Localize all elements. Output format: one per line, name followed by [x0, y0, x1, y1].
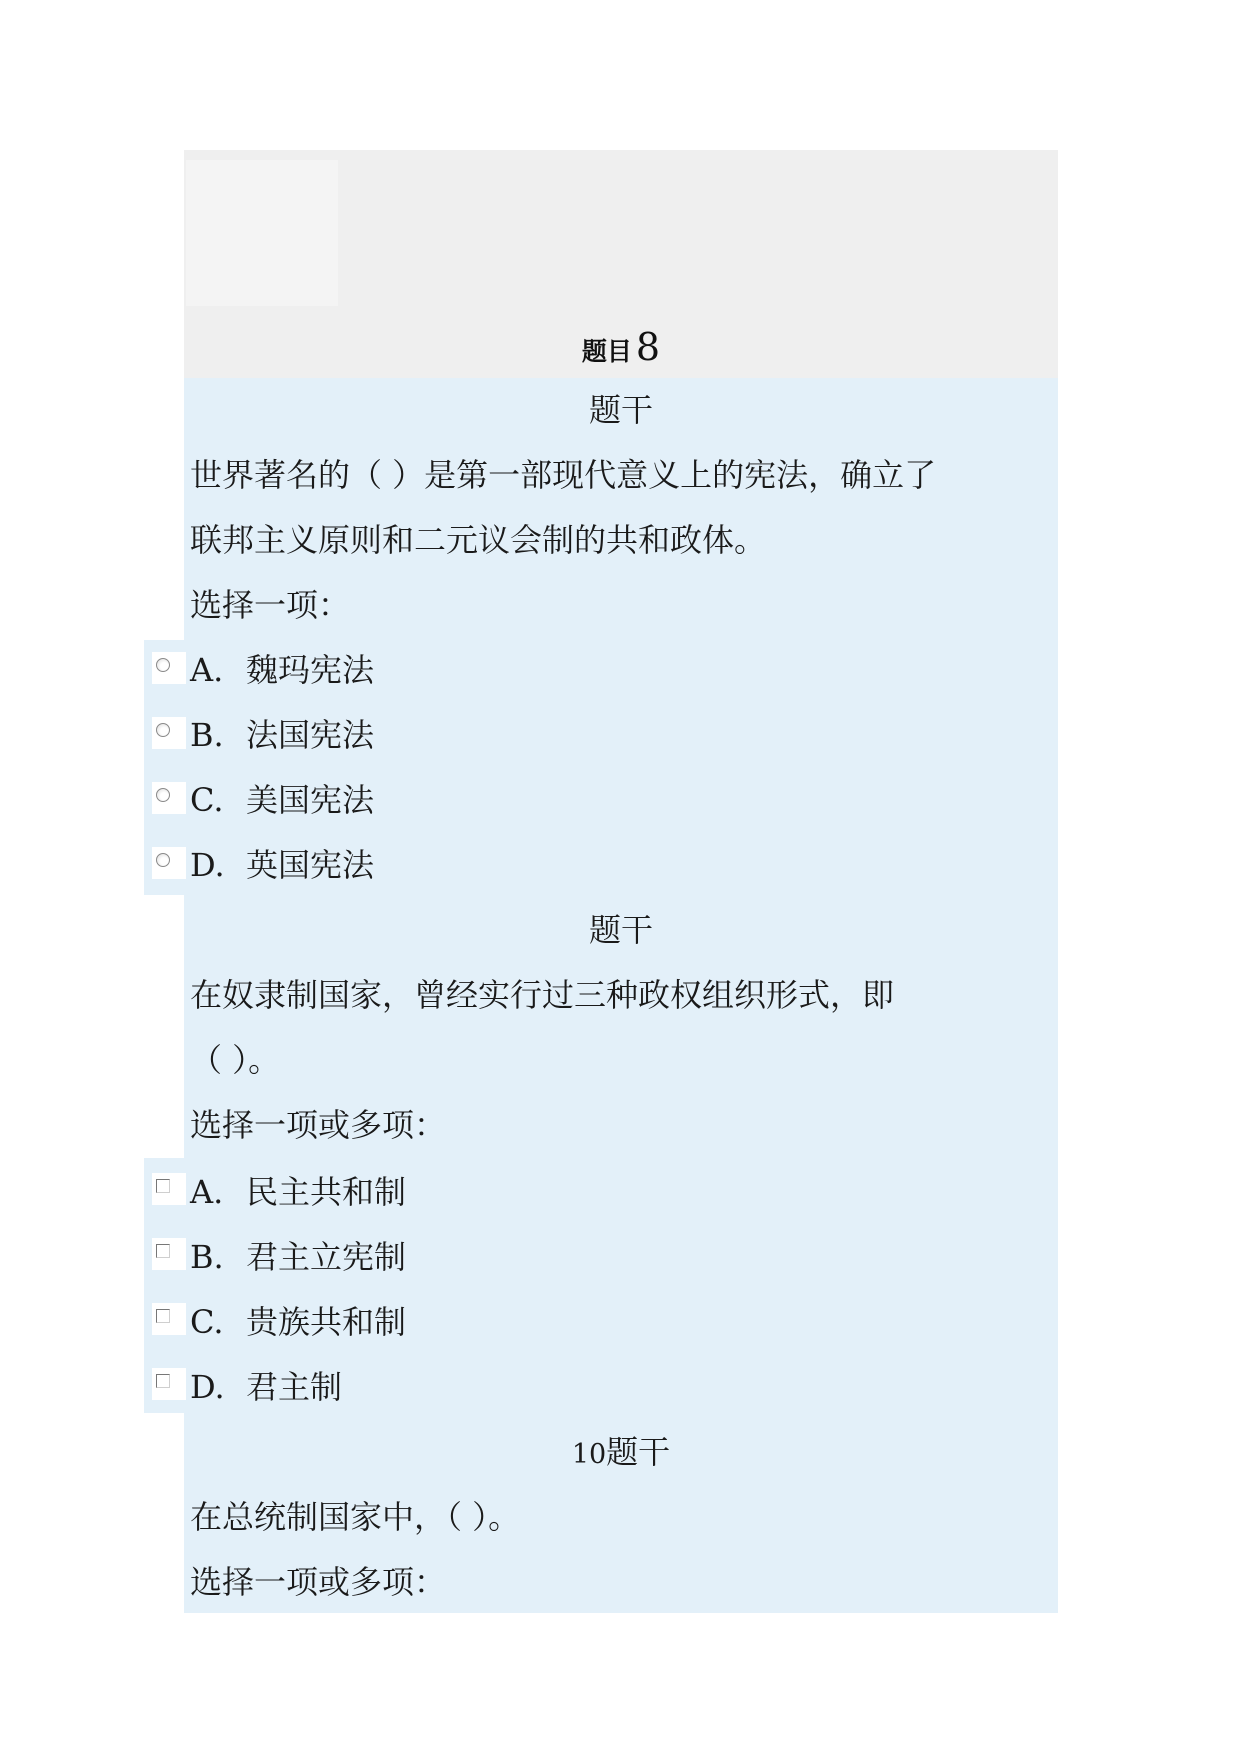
option-1a[interactable]	[190, 650, 374, 690]
option-text: 君主制	[246, 1368, 343, 1406]
stem-heading-2: 题干	[588, 911, 653, 949]
option-2d-checkbox[interactable]	[152, 1368, 186, 1400]
radio-icon	[156, 853, 170, 867]
checkbox-icon	[156, 1179, 170, 1193]
option-2a-checkbox[interactable]	[152, 1173, 186, 1205]
option-letter: D.	[190, 846, 225, 884]
question-title-number: 8	[635, 325, 661, 369]
option-letter: A.	[190, 651, 224, 689]
stem-heading-1: 题干	[588, 391, 653, 429]
option-text: 英国宪法	[246, 846, 375, 884]
option-1c-radio[interactable]	[152, 782, 186, 814]
option-1d-radio[interactable]	[152, 847, 186, 879]
prompt-1: 选择一项：	[190, 586, 351, 624]
question-header	[184, 150, 1058, 378]
stem-text-2-line-2: （ ）。	[190, 1041, 281, 1079]
radio-icon	[156, 788, 170, 802]
checkbox-icon	[156, 1244, 170, 1258]
option-1b[interactable]	[190, 715, 374, 755]
stem-text-1-line-2: 联邦主义原则和二元议会制的共和政体。	[190, 521, 767, 559]
checkbox-icon	[156, 1309, 170, 1323]
header-placeholder-box	[186, 160, 338, 306]
option-2b[interactable]	[190, 1237, 406, 1277]
option-1d[interactable]	[190, 845, 374, 885]
stem-heading-3-label: 题干	[606, 1433, 671, 1471]
option-1a-radio[interactable]	[152, 652, 186, 684]
option-2c[interactable]	[190, 1302, 406, 1342]
stem-text-1-line-1: 世界著名的（ ）是第一部现代意义上的宪法，确立了	[190, 456, 937, 494]
stem-text-3-line-1: 在总统制国家中，（ ）。	[190, 1498, 521, 1536]
option-1c[interactable]	[190, 780, 374, 820]
option-2a[interactable]	[190, 1172, 406, 1212]
option-text: 美国宪法	[246, 781, 375, 819]
option-letter: C.	[190, 1303, 224, 1341]
option-2d[interactable]	[190, 1367, 342, 1407]
option-text: 魏玛宪法	[246, 651, 375, 689]
stem-heading-3	[184, 1432, 1058, 1475]
option-letter: D.	[190, 1368, 225, 1406]
question-number-10: 10	[571, 1439, 607, 1470]
checkbox-icon	[156, 1374, 170, 1388]
option-letter: B.	[190, 1238, 224, 1276]
option-2c-checkbox[interactable]	[152, 1303, 186, 1335]
stem-text-2-line-1: 在奴隶制国家，曾经实行过三种政权组织形式，即	[190, 976, 895, 1014]
option-text: 民主共和制	[246, 1173, 407, 1211]
prompt-2: 选择一项或多项：	[190, 1106, 447, 1144]
option-text: 贵族共和制	[246, 1303, 407, 1341]
radio-icon	[156, 658, 170, 672]
option-letter: C.	[190, 781, 224, 819]
option-text: 法国宪法	[246, 716, 375, 754]
question-title	[184, 325, 1058, 375]
option-2b-checkbox[interactable]	[152, 1238, 186, 1270]
prompt-3: 选择一项或多项：	[190, 1563, 447, 1601]
option-letter: B.	[190, 716, 224, 754]
question-title-label: 题目	[581, 337, 632, 366]
option-1b-radio[interactable]	[152, 717, 186, 749]
option-text: 君主立宪制	[246, 1238, 407, 1276]
option-letter: A.	[190, 1173, 224, 1211]
radio-icon	[156, 723, 170, 737]
